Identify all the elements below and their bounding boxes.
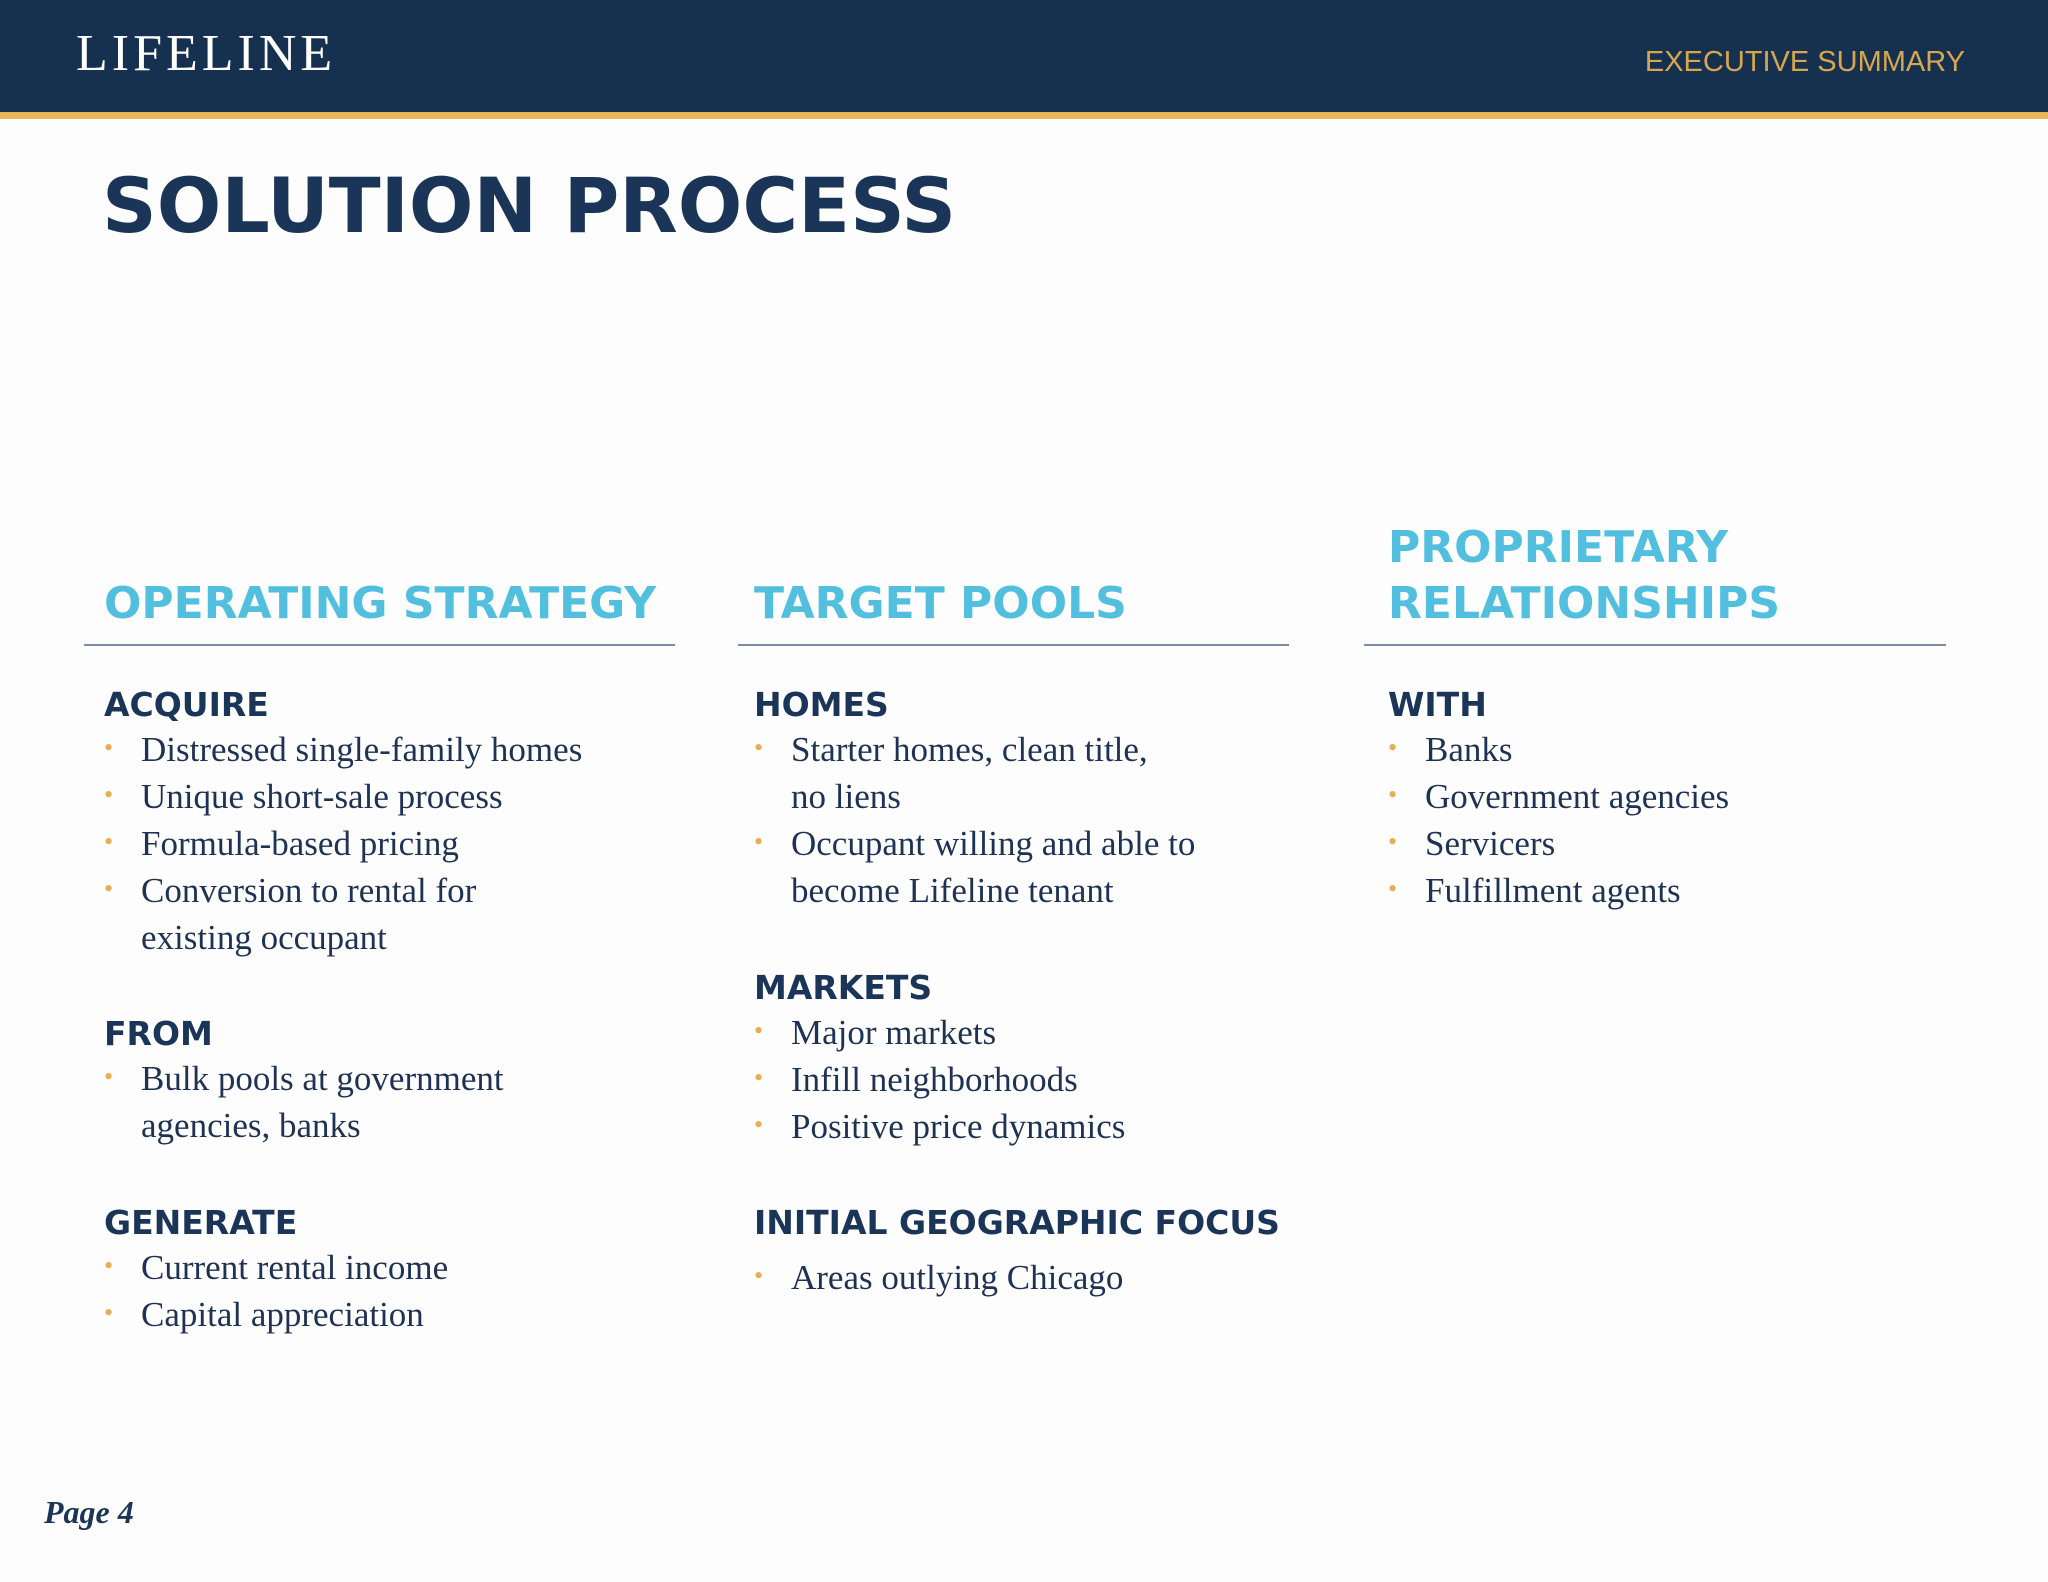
bullet-text: Banks bbox=[1425, 730, 1513, 769]
bullet-text: Bulk pools at government bbox=[141, 1059, 504, 1098]
bullet-dot-icon: • bbox=[754, 1063, 764, 1092]
bullet-text: Occupant willing and able to bbox=[791, 824, 1196, 863]
bullet-item bbox=[104, 726, 582, 773]
bullet-text: Areas outlying Chicago bbox=[791, 1258, 1124, 1297]
group-heading: GENERATE bbox=[104, 1203, 298, 1242]
column-divider bbox=[84, 644, 675, 646]
bullet-item bbox=[104, 1055, 504, 1149]
bullet-item bbox=[754, 726, 1195, 820]
bullet-text: Positive price dynamics bbox=[791, 1107, 1126, 1146]
group-heading: MARKETS bbox=[754, 968, 933, 1007]
bullet-text: Current rental income bbox=[141, 1248, 449, 1287]
brand-wordmark: LIFELINE bbox=[76, 25, 337, 82]
page-title: SOLUTION PROCESS bbox=[102, 161, 957, 250]
bullet-item bbox=[104, 867, 582, 961]
bullet-text: Servicers bbox=[1425, 824, 1556, 863]
column-divider bbox=[1364, 644, 1946, 646]
bullet-item bbox=[1388, 820, 1729, 867]
bullet-text: Formula-based pricing bbox=[141, 824, 459, 863]
bullet-item bbox=[1388, 726, 1729, 773]
bullet-item bbox=[1388, 773, 1729, 820]
group-heading: HOMES bbox=[754, 685, 889, 724]
group-heading: ACQUIRE bbox=[104, 685, 269, 724]
bullet-list bbox=[104, 1055, 504, 1149]
bullet-text: Unique short-sale process bbox=[141, 777, 503, 816]
bullet-list bbox=[754, 726, 1195, 914]
bullet-text: Infill neighborhoods bbox=[791, 1060, 1078, 1099]
bullet-text: Starter homes, clean title, bbox=[791, 730, 1148, 769]
bullet-dot-icon: • bbox=[104, 1298, 114, 1327]
bullet-dot-icon: • bbox=[104, 874, 114, 903]
bullet-text: Distressed single-family homes bbox=[141, 730, 583, 769]
bullet-dot-icon: • bbox=[754, 733, 764, 762]
bullet-text-continued: become Lifeline tenant bbox=[791, 871, 1114, 910]
bullet-dot-icon: • bbox=[1388, 827, 1398, 856]
bullet-dot-icon: • bbox=[754, 1016, 764, 1045]
group-markets bbox=[754, 967, 1125, 1150]
bullet-dot-icon: • bbox=[104, 1062, 114, 1091]
group-acquire bbox=[104, 684, 582, 961]
bullet-text: Government agencies bbox=[1425, 777, 1730, 816]
bullet-dot-icon: • bbox=[104, 1251, 114, 1280]
bullet-dot-icon: • bbox=[1388, 733, 1398, 762]
column-heading: OPERATING STRATEGY bbox=[104, 578, 657, 629]
bullet-item bbox=[104, 820, 582, 867]
bullet-dot-icon: • bbox=[754, 827, 764, 856]
bullet-list bbox=[1388, 726, 1729, 914]
group-heading: FROM bbox=[104, 1014, 213, 1053]
section-label: EXECUTIVE SUMMARY bbox=[1644, 46, 1965, 78]
bullet-text: Conversion to rental for bbox=[141, 871, 477, 910]
group-initial-geographic-focus bbox=[754, 1202, 1280, 1301]
bullet-item bbox=[104, 1244, 448, 1291]
header-accent-rule bbox=[0, 112, 2048, 119]
bullet-text: Fulfillment agents bbox=[1425, 871, 1681, 910]
bullet-list bbox=[754, 1254, 1280, 1301]
page-number: Page 4 bbox=[44, 1494, 134, 1530]
bullet-text-continued: existing occupant bbox=[141, 918, 387, 957]
group-with bbox=[1388, 684, 1729, 914]
bullet-dot-icon: • bbox=[1388, 780, 1398, 809]
bullet-text-continued: no liens bbox=[791, 777, 901, 816]
bullet-item bbox=[104, 1291, 448, 1338]
bullet-item bbox=[104, 773, 582, 820]
bullet-text: Major markets bbox=[791, 1013, 997, 1052]
bullet-item bbox=[754, 1254, 1280, 1301]
group-heading: INITIAL GEOGRAPHIC FOCUS bbox=[754, 1203, 1280, 1242]
bullet-item bbox=[1388, 867, 1729, 914]
group-homes bbox=[754, 684, 1195, 914]
bullet-item bbox=[754, 1103, 1125, 1150]
group-heading: WITH bbox=[1388, 685, 1487, 724]
bullet-item bbox=[754, 1056, 1125, 1103]
column-divider bbox=[738, 644, 1289, 646]
bullet-list bbox=[754, 1009, 1125, 1150]
bullet-dot-icon: • bbox=[104, 827, 114, 856]
bullet-dot-icon: • bbox=[754, 1110, 764, 1139]
bullet-list bbox=[104, 1244, 448, 1338]
group-generate bbox=[104, 1202, 448, 1338]
bullet-dot-icon: • bbox=[1388, 874, 1398, 903]
group-from bbox=[104, 1013, 504, 1149]
bullet-dot-icon: • bbox=[104, 780, 114, 809]
bullet-item bbox=[754, 820, 1195, 914]
bullet-dot-icon: • bbox=[754, 1261, 764, 1290]
column-heading-line-1: PROPRIETARY bbox=[1388, 522, 1729, 573]
bullet-text-continued: agencies, banks bbox=[141, 1106, 361, 1145]
bullet-item bbox=[754, 1009, 1125, 1056]
column-heading: TARGET POOLS bbox=[754, 578, 1127, 629]
bullet-text: Capital appreciation bbox=[141, 1295, 424, 1334]
column-heading-line-2: RELATIONSHIPS bbox=[1388, 578, 1781, 629]
bullet-dot-icon: • bbox=[104, 733, 114, 762]
bullet-list bbox=[104, 726, 582, 961]
